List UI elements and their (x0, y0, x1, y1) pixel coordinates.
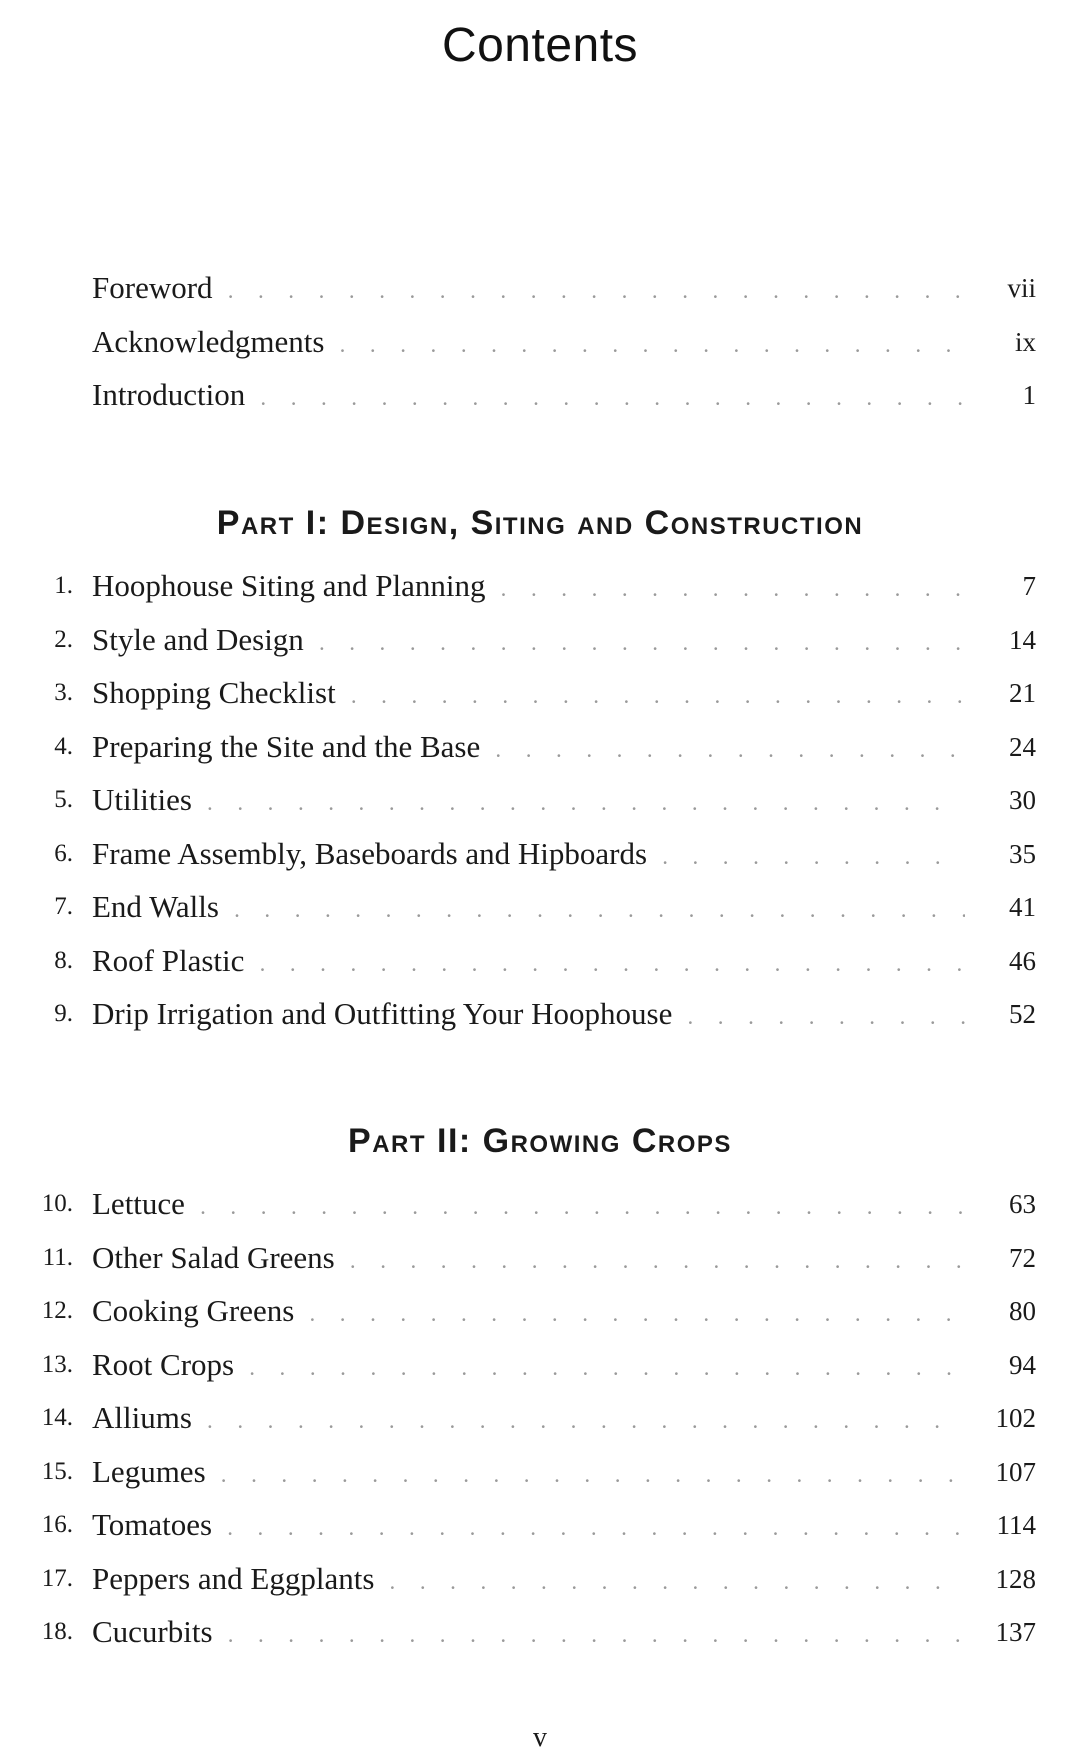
chapter-number: 1. (54, 572, 73, 599)
toc-entry-page: 52 (1009, 999, 1036, 1029)
toc-entry-page: ix (1014, 327, 1036, 357)
toc-entry-page: vii (1007, 273, 1036, 303)
toc-entry-chapter-3[interactable] (0, 673, 1080, 713)
toc-entry-label: Utilities . . . (92, 780, 965, 823)
toc-entry-chapter-16[interactable] (0, 1505, 1080, 1545)
toc-entry-page: 7 (1022, 571, 1036, 601)
toc-entry-label: Tomatoes . . . (92, 1505, 965, 1548)
chapter-number: 10. (41, 1190, 73, 1217)
toc-entry-chapter-15[interactable] (0, 1452, 1080, 1492)
toc-entry-chapter-6[interactable] (0, 834, 1080, 874)
toc-entry-page: 114 (996, 1510, 1036, 1540)
chapter-number: 17. (41, 1565, 73, 1592)
toc-entry-page: 46 (1009, 946, 1036, 976)
toc-entry-page: 63 (1009, 1189, 1036, 1219)
toc-entry-page: 35 (1009, 839, 1036, 869)
toc-entry-page: 128 (995, 1564, 1036, 1594)
toc-entry-label: Cooking Greens . . . (92, 1291, 965, 1334)
toc-entry-page: 72 (1009, 1243, 1036, 1273)
chapter-number: 7. (54, 893, 73, 920)
toc-entry-chapter-9[interactable] (0, 994, 1080, 1034)
toc-entry-page: 94 (1009, 1350, 1036, 1380)
toc-entry-page: 137 (995, 1617, 1036, 1647)
toc-entry-chapter-10[interactable] (0, 1184, 1080, 1224)
chapter-number: 5. (54, 786, 73, 813)
toc-entry-label: Introduction . . . (92, 375, 965, 418)
toc-entry-chapter-8[interactable] (0, 941, 1080, 981)
toc-entry-label: Alliums . . . (92, 1398, 965, 1441)
chapter-number: 16. (41, 1511, 73, 1538)
toc-entry-page: 1 (1022, 380, 1036, 410)
chapter-number: 14. (41, 1404, 73, 1431)
toc-entry-page: 41 (1009, 892, 1036, 922)
chapter-number: 15. (41, 1458, 73, 1485)
toc-entry-introduction[interactable] (0, 375, 1080, 415)
toc-entry-chapter-2[interactable] (0, 620, 1080, 660)
toc-entry-chapter-13[interactable] (0, 1345, 1080, 1385)
page-folio: v (533, 1722, 547, 1753)
toc-entry-label: Legumes . . . (92, 1452, 965, 1495)
page-title: Contents (441, 19, 639, 72)
chapter-number: 9. (54, 1000, 73, 1027)
toc-entry-label: Frame Assembly, Baseboards and Hipboards . . . (92, 834, 965, 877)
toc-entry-label: Cucurbits . . . (92, 1612, 965, 1655)
chapter-number: 12. (41, 1297, 73, 1324)
toc-entry-page: 24 (1009, 732, 1036, 762)
chapter-number: 18. (41, 1618, 73, 1645)
toc-entry-page: 30 (1009, 785, 1036, 815)
toc-entry-chapter-17[interactable] (0, 1559, 1080, 1599)
toc-entry-page: 102 (995, 1403, 1036, 1433)
toc-entry-label: Drip Irrigation and Outfitting Your Hoophouse . . . (92, 994, 965, 1037)
part-heading: Part I: Design, Siting and Construction (216, 504, 864, 542)
toc-entry-label: Other Salad Greens . . . (92, 1238, 965, 1281)
chapter-number: 8. (54, 947, 73, 974)
toc-entry-chapter-1[interactable] (0, 566, 1080, 606)
toc-entry-label: Lettuce . . . (92, 1184, 965, 1227)
toc-entry-label: Style and Design . . . (92, 620, 965, 663)
toc-entry-chapter-18[interactable] (0, 1612, 1080, 1652)
toc-entry-label: Shopping Checklist . . . (92, 673, 965, 716)
toc-entry-acknowledgments[interactable] (0, 322, 1080, 362)
toc-entry-chapter-7[interactable] (0, 887, 1080, 927)
toc-entry-chapter-12[interactable] (0, 1291, 1080, 1331)
toc-entry-label: Root Crops . . . (92, 1345, 965, 1388)
toc-entry-label: Hoophouse Siting and Planning . . . (92, 566, 965, 609)
toc-entry-foreword[interactable] (0, 268, 1080, 308)
part-heading: Part II: Growing Crops (348, 1122, 732, 1160)
toc-entry-page: 14 (1009, 625, 1036, 655)
toc-entry-chapter-4[interactable] (0, 727, 1080, 767)
chapter-number: 4. (54, 733, 73, 760)
toc-entry-chapter-5[interactable] (0, 780, 1080, 820)
toc-entry-label: Peppers and Eggplants . . . (92, 1559, 965, 1602)
toc-entry-chapter-11[interactable] (0, 1238, 1080, 1278)
chapter-number: 13. (41, 1351, 73, 1378)
toc-entry-label: Roof Plastic . . . (92, 941, 965, 984)
toc-entry-page: 80 (1009, 1296, 1036, 1326)
toc-entry-chapter-14[interactable] (0, 1398, 1080, 1438)
toc-entry-page: 21 (1009, 678, 1036, 708)
chapter-number: 3. (54, 679, 73, 706)
chapter-number: 11. (42, 1244, 73, 1271)
toc-entry-label: End Walls . . . (92, 887, 965, 930)
toc-entry-page: 107 (995, 1457, 1036, 1487)
toc-entry-label: Foreword . . . (92, 268, 965, 311)
chapter-number: 6. (54, 840, 73, 867)
toc-entry-label: Preparing the Site and the Base . . . (92, 727, 965, 770)
chapter-number: 2. (54, 626, 73, 653)
toc-entry-label: Acknowledgments . . . (92, 322, 965, 365)
